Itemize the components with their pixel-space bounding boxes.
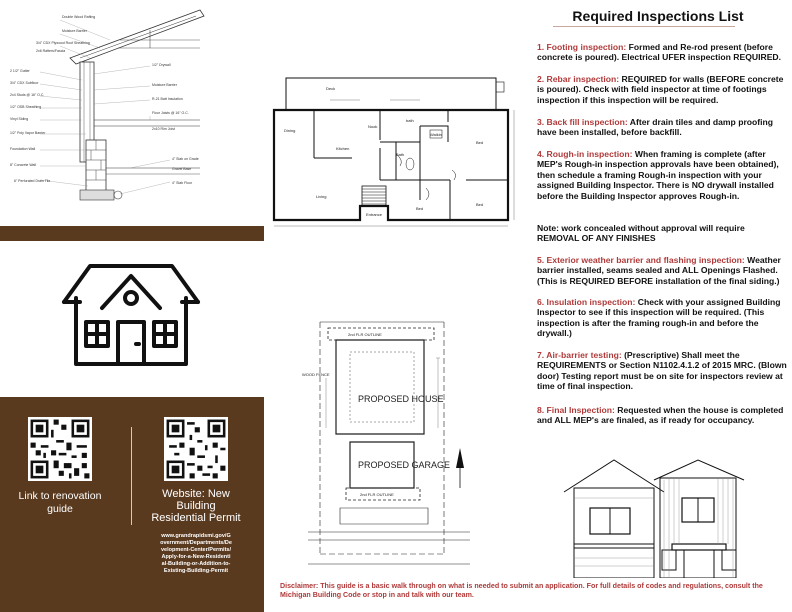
inspection-item (537, 350, 787, 392)
room-label: Bed (416, 206, 424, 211)
site-label: 2nd FLR OUTLINE (348, 332, 382, 337)
inspection-item (537, 117, 787, 138)
wall-section-drawing (0, 0, 264, 226)
wall-label: 2x6 Rafters/Fascia (36, 49, 66, 53)
room-label: Living (316, 194, 327, 199)
svg-text:Floor Joists @ 16" O.C.: Floor Joists @ 16" O.C. (152, 111, 189, 115)
wall-label: R-21 Batt Insulation (152, 97, 183, 101)
qr-divider (131, 427, 132, 525)
inspection-item (537, 405, 787, 426)
inspection-label: 7. Air-barrier testing: (537, 350, 622, 360)
inspection-item (537, 255, 787, 286)
inspection-text: (Prescriptive) Shall meet the REQUIREMENTS or Section N1102.4.1.2 of 2015 MRC. (Blown door) Testing report must be on site for inspectors review at time of final inspection. (537, 350, 787, 392)
svg-text:1/2" OSB Sheathing: 1/2" OSB Sheathing (10, 105, 42, 109)
inspection-label: 3. Back fill inspection: (537, 117, 628, 127)
wall-label: Moisture Barrier (152, 83, 177, 87)
house-icon (60, 258, 202, 370)
wall-label: 1/2" Poly Vapor Barrier (10, 131, 46, 135)
title-underline (553, 26, 735, 27)
inspection-label: 2. Rebar inspection: (537, 74, 620, 84)
page-title: Required Inspections List (572, 8, 744, 24)
room-label: Dining (284, 128, 296, 133)
room-label: Bed (476, 140, 484, 145)
svg-text:Gravel Base: Gravel Base (172, 167, 192, 171)
room-label: Deck (326, 86, 336, 91)
inspection-text: After drain tiles and damp proofing have been installed, before backfill. (537, 117, 774, 138)
svg-text:4" Slab on Grade: 4" Slab on Grade (172, 157, 199, 161)
room-label: bath (406, 118, 414, 123)
inspection-text: Formed and Re-rod present (before concrete is poured). Electrical UFER inspection REQUIRED. (537, 42, 782, 63)
wall-label: Double Wood Rafting (62, 15, 96, 19)
wall-label: 4" Slab Floor (172, 181, 193, 185)
wall-label: 2 1/2" Gutter (10, 69, 30, 73)
qr-code-website[interactable] (164, 417, 228, 481)
inspection-item (537, 149, 787, 201)
wall-label: Moisture Barrier (62, 29, 87, 33)
site-plan-drawing (300, 318, 475, 578)
inspection-text: When framing is complete (after MEP's Rough-in inspection approvals have been obtained), then schedule a framing Rough-in inspection with your assigned Building Inspector. There is NO drywall installed before the Building Inspector approves Rough-in. (537, 149, 779, 201)
inspection-item (537, 42, 787, 63)
room-label: Walkin (430, 132, 442, 137)
site-label: WOOD FENCE (302, 372, 330, 377)
website-url[interactable]: www.grandrapidsmi.gov/Government/Departments/Development-Center/Permits/Apply-for-a-New-Residential-Building-or-Addition-to-Existing-Building-Permit (160, 533, 232, 574)
room-label: Kitchen (336, 146, 350, 151)
inspection-note (537, 223, 787, 244)
qr-code-renovation[interactable] (28, 417, 92, 481)
qr-panel (0, 397, 264, 612)
site-label: PROPOSED GARAGE (358, 460, 451, 470)
disclaimer-text: Disclaimer: This guide is a basic walk through on what is needed to submit an application. For full details of codes and regulations, consult the Michigan Building Code or stop in and talk with our team. (280, 582, 763, 599)
room-label: Bed (476, 202, 484, 207)
inspection-label: 8. Final Inspection: (537, 405, 615, 415)
svg-text:Foundation Wall: Foundation Wall (10, 147, 36, 151)
wall-label: 3/4" CDX Plywood Roof Sheathing (36, 41, 90, 45)
qr-label-renovation: Link to renovation guide (18, 490, 102, 515)
inspection-item (537, 74, 787, 105)
wall-label: 3/4" CDX Subfloor (10, 81, 39, 85)
inspection-text: REQUIRED for walls (BEFORE concrete is poured). Check with field inspector at time of footings inspection if this inspection will be required. (537, 74, 784, 105)
inspection-label: 6. Insulation inspection: (537, 297, 636, 307)
svg-text:2x4 Studs @ 16" O.C.: 2x4 Studs @ 16" O.C. (10, 93, 45, 97)
inspection-text: Weather barrier installed, seams sealed and ALL Openings Flashed. (This is REQUIRED BEFORE installation of the final siding.) (537, 255, 781, 286)
inspection-text: Requested when the house is completed and ALL MEP's are finaled, as if ready for occupancy. (537, 405, 784, 426)
site-label: PROPOSED HOUSE (358, 394, 444, 404)
wall-label: 6" Perforated Drain Tile (14, 179, 51, 183)
wall-label: 1/2" Drywall (152, 63, 171, 67)
svg-text:8" Concrete Wall: 8" Concrete Wall (10, 163, 37, 167)
room-label: Bath (396, 152, 405, 157)
inspection-text: Check with your assigned Building Inspector to see if this inspection will be required. (This inspection is after the framing rough-in and before the drywall.) (537, 297, 781, 339)
svg-text:Vinyl Siding: Vinyl Siding (10, 117, 29, 121)
floor-plan-drawing (270, 70, 520, 230)
svg-text:2x10 Rim Joist: 2x10 Rim Joist (152, 127, 175, 131)
brown-divider-strip (0, 226, 264, 241)
inspection-label: 5. Exterior weather barrier and flashing inspection: (537, 255, 745, 265)
room-label: Entrance (366, 212, 383, 217)
inspection-item (537, 297, 787, 339)
inspection-label: 4. Rough-in inspection: (537, 149, 633, 159)
site-label: 2nd FLR OUTLINE (360, 492, 394, 497)
room-label: Nook (368, 124, 378, 129)
inspection-label: 1. Footing inspection: (537, 42, 627, 52)
inspection-text: Note: work concealed without approval will require REMOVAL OF ANY FINISHES (537, 223, 745, 244)
front-elevation-drawing (560, 458, 750, 578)
website-title: Website: New Building Residential Permit (151, 488, 241, 524)
